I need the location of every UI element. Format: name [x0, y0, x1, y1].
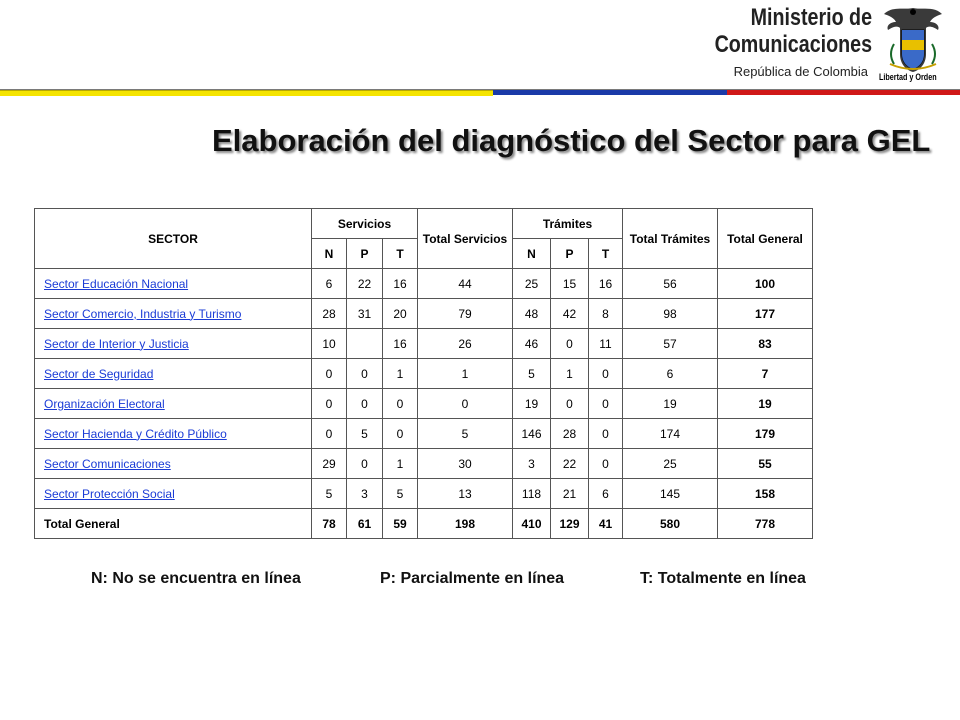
cell: 21	[551, 479, 589, 509]
flag-red	[727, 90, 960, 95]
cell: 6	[589, 479, 623, 509]
table-row	[35, 479, 813, 509]
cell: 20	[383, 299, 418, 329]
cell: 57	[623, 329, 718, 359]
cell: 55	[718, 449, 813, 479]
cell: 778	[718, 509, 813, 539]
cell: 16	[383, 269, 418, 299]
total-row	[35, 509, 813, 539]
table-row	[35, 329, 813, 359]
cell: 15	[551, 269, 589, 299]
legend-t: T: Totalmente en línea	[640, 570, 806, 587]
cell: 42	[551, 299, 589, 329]
subheader-n: N	[513, 239, 551, 269]
cell: 118	[513, 479, 551, 509]
sector-link[interactable]: Sector Protección Social	[44, 486, 175, 501]
table-row	[35, 359, 813, 389]
table-row	[35, 269, 813, 299]
cell: 31	[347, 299, 383, 329]
cell: 25	[513, 269, 551, 299]
legend-n: N: No se encuentra en línea	[91, 570, 301, 587]
cell: 5	[418, 419, 513, 449]
cell: 83	[718, 329, 813, 359]
cell: 158	[718, 479, 813, 509]
cell: 19	[718, 389, 813, 419]
cell: 0	[551, 329, 589, 359]
subheader-t: T	[383, 239, 418, 269]
cell: 26	[418, 329, 513, 359]
sector-link[interactable]: Sector Hacienda y Crédito Público	[44, 426, 227, 441]
subheader-t: T	[589, 239, 623, 269]
cell: 19	[513, 389, 551, 419]
cell: 98	[623, 299, 718, 329]
cell: 0	[589, 389, 623, 419]
cell: 3	[513, 449, 551, 479]
cell: 5	[347, 419, 383, 449]
cell: 6	[312, 269, 347, 299]
cell: 0	[383, 419, 418, 449]
table-row	[35, 449, 813, 479]
cell: 0	[589, 449, 623, 479]
cell: 44	[418, 269, 513, 299]
cell: 16	[383, 329, 418, 359]
cell: 10	[312, 329, 347, 359]
sector-link[interactable]: Sector Educación Nacional	[44, 276, 189, 291]
cell: 46	[513, 329, 551, 359]
page-title: Elaboración del diagnóstico del Sector para GEL	[212, 123, 931, 158]
cell: 0	[418, 389, 513, 419]
country-name: República de Colombia	[733, 64, 868, 79]
cell: 5	[513, 359, 551, 389]
subheader-p: P	[347, 239, 383, 269]
cell: 129	[551, 509, 589, 539]
cell: 198	[418, 509, 513, 539]
cell: 3	[347, 479, 383, 509]
cell: 580	[623, 509, 718, 539]
sector-cell[interactable]	[35, 479, 312, 509]
cell: 1	[383, 449, 418, 479]
sector-cell[interactable]	[35, 419, 312, 449]
cell: 0	[383, 389, 418, 419]
header-total-servicios: Total Servicios	[418, 209, 513, 269]
cell: 22	[347, 269, 383, 299]
table-row	[35, 389, 813, 419]
cell: 179	[718, 419, 813, 449]
ministry-line2: Comunicaciones	[714, 31, 872, 58]
sector-link[interactable]: Sector Comercio, Industria y Turismo	[44, 306, 242, 321]
cell: 48	[513, 299, 551, 329]
sector-link[interactable]: Organización Electoral	[44, 396, 165, 411]
cell: 41	[589, 509, 623, 539]
sector-cell[interactable]	[35, 359, 312, 389]
cell: 174	[623, 419, 718, 449]
cell: 11	[589, 329, 623, 359]
ministry-logo	[700, 4, 950, 90]
cell: 145	[623, 479, 718, 509]
cell: 16	[589, 269, 623, 299]
cell: 0	[312, 359, 347, 389]
cell: 0	[347, 449, 383, 479]
cell	[347, 329, 383, 359]
cell: 30	[418, 449, 513, 479]
cell: 410	[513, 509, 551, 539]
sector-link[interactable]: Sector de Interior y Justicia	[44, 336, 189, 351]
cell: 59	[383, 509, 418, 539]
cell: 0	[589, 419, 623, 449]
sector-cell[interactable]	[35, 389, 312, 419]
cell: 0	[312, 389, 347, 419]
cell: 100	[718, 269, 813, 299]
cell: 6	[623, 359, 718, 389]
flag-yellow	[0, 90, 493, 96]
flag-stripe	[0, 89, 960, 95]
header-total-tramites: Total Trámites	[623, 209, 718, 269]
cell: 0	[347, 359, 383, 389]
total-label: Total General	[35, 509, 312, 539]
flag-blue	[493, 90, 727, 95]
cell: 25	[623, 449, 718, 479]
table-row	[35, 419, 813, 449]
cell: 78	[312, 509, 347, 539]
cell: 0	[312, 419, 347, 449]
cell: 28	[312, 299, 347, 329]
sector-table	[34, 208, 813, 539]
cell: 0	[347, 389, 383, 419]
sector-link[interactable]: Sector de Seguridad	[44, 366, 154, 381]
cell: 5	[383, 479, 418, 509]
sector-cell[interactable]	[35, 269, 312, 299]
ministry-line1: Ministerio de	[750, 4, 872, 31]
sector-cell[interactable]	[35, 329, 312, 359]
sector-cell[interactable]	[35, 449, 312, 479]
cell: 0	[551, 389, 589, 419]
subheader-n: N	[312, 239, 347, 269]
subheader-p: P	[551, 239, 589, 269]
cell: 146	[513, 419, 551, 449]
cell: 1	[551, 359, 589, 389]
cell: 19	[623, 389, 718, 419]
header-tramites: Trámites	[513, 209, 623, 239]
sector-link[interactable]: Sector Comunicaciones	[44, 456, 171, 471]
cell: 61	[347, 509, 383, 539]
header-total-general: Total General	[718, 209, 813, 269]
cell: 1	[383, 359, 418, 389]
header-servicios: Servicios	[312, 209, 418, 239]
cell: 56	[623, 269, 718, 299]
cell: 22	[551, 449, 589, 479]
cell: 79	[418, 299, 513, 329]
cell: 28	[551, 419, 589, 449]
cell: 7	[718, 359, 813, 389]
sector-cell[interactable]	[35, 299, 312, 329]
cell: 0	[589, 359, 623, 389]
legend-p: P: Parcialmente en línea	[380, 570, 565, 587]
motto-ribbon: Libertad y Orden	[879, 72, 937, 82]
cell: 8	[589, 299, 623, 329]
cell: 29	[312, 449, 347, 479]
cell: 177	[718, 299, 813, 329]
cell: 1	[418, 359, 513, 389]
cell: 13	[418, 479, 513, 509]
table-row	[35, 299, 813, 329]
cell: 5	[312, 479, 347, 509]
header-sector: SECTOR	[35, 209, 312, 269]
